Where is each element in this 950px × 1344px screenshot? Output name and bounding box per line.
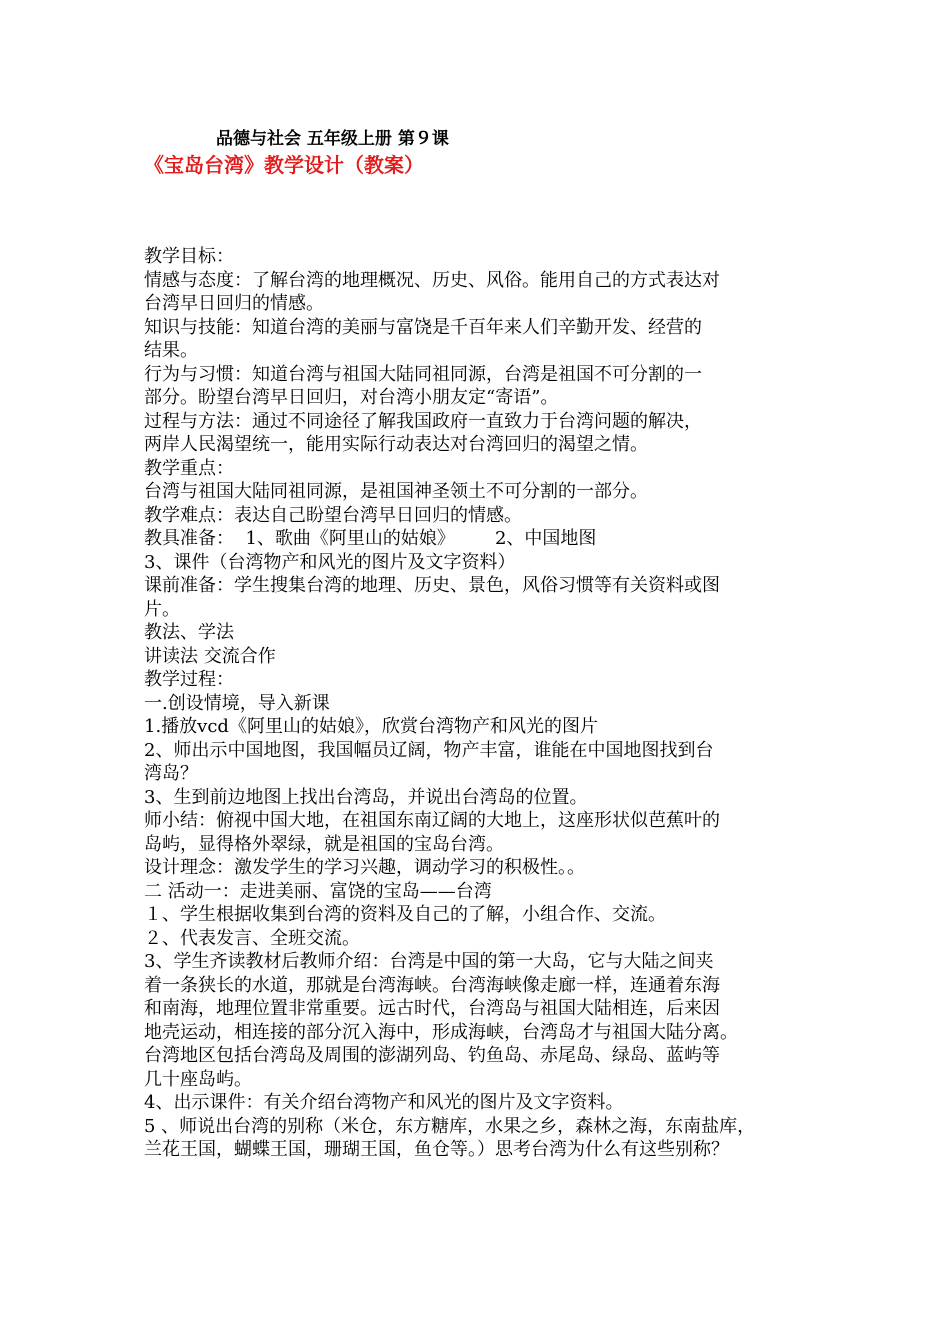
body-line: 片。: [144, 598, 180, 620]
body-line: 台湾地区包括台湾岛及周围的澎湖列岛、钓鱼岛、赤尾岛、绿岛、蓝屿等: [144, 1045, 720, 1066]
body-line: 教学重点：: [144, 457, 234, 479]
body-line: 台湾早日回归的情感。: [144, 293, 324, 314]
document-body: [144, 245, 834, 1162]
body-line: 讲读法 交流合作: [144, 645, 276, 667]
body-line: 2、师出示中国地图，我国幅员辽阔，物产丰富，谁能在中国地图找到台: [144, 739, 714, 761]
body-line: 教法、学法: [144, 622, 234, 643]
body-line: 3、学生齐读教材后教师介绍：台湾是中国的第一大岛，它与大陆之间夹: [144, 951, 714, 972]
body-line: 二 活动一：走进美丽、富饶的宝岛——台湾: [144, 880, 492, 902]
body-line: １、学生根据收集到台湾的资料及自己的了解，小组合作、交流。: [144, 904, 666, 925]
body-line: 教学目标：: [144, 246, 234, 267]
body-line: ２、代表发言、全班交流。: [144, 927, 360, 949]
body-line: 设计理念：激发学生的学习兴趣，调动学习的积极性。。: [144, 857, 585, 878]
body-line: 课前准备：学生搜集台湾的地理、历史、景色，风俗习惯等有关资料或图: [144, 575, 720, 596]
body-line: 行为与习惯：知道台湾与祖国大陆同祖同源，台湾是祖国不可分割的一: [144, 363, 702, 385]
body-line: 教具准备： 1、歌曲《阿里山的姑娘》 2、中国地图: [144, 528, 597, 549]
body-line: 兰花王国，蝴蝶王国，珊瑚王国，鱼仓等。）思考台湾为什么有这些别称？: [144, 1139, 729, 1160]
body-line: 地壳运动，相连接的部分沉入海中，形成海峡，台湾岛才与祖国大陆分离。: [144, 1021, 738, 1043]
document-subtitle: 品德与社会 五年级上册 第９课: [216, 129, 449, 149]
body-line: 台湾与祖国大陆同祖同源，是祖国神圣领土不可分割的一部分。: [144, 481, 648, 502]
body-line: 部分。盼望台湾早日回归，对台湾小朋友定“寄语”。: [144, 387, 559, 408]
body-line: 教学过程：: [144, 669, 234, 690]
body-line: 着一条狭长的水道，那就是台湾海峡。台湾海峡像走廊一样，连通着东海: [144, 974, 720, 996]
document-title: 《宝岛台湾》教学设计（教案）: [144, 153, 424, 177]
body-line: 5 、师说出台湾的别称（米仓，东方糖库，水果之乡，森林之海，东南盐库，: [144, 1115, 756, 1137]
body-line: 知识与技能：知道台湾的美丽与富饶是千百年来人们辛勤开发、经营的: [144, 316, 702, 338]
body-line: 1.播放vcd《阿里山的姑娘》，欣赏台湾物产和风光的图片: [144, 716, 598, 737]
body-line: 岛屿，显得格外翠绿，就是祖国的宝岛台湾。: [144, 833, 504, 855]
body-line: 3、课件（台湾物产和风光的图片及文字资料）: [144, 551, 516, 573]
body-line: 一.创设情境，导入新课: [144, 692, 330, 714]
body-line: 4、出示课件：有关介绍台湾物产和风光的图片及文字资料。: [144, 1092, 624, 1113]
body-line: 几十座岛屿。: [144, 1068, 252, 1090]
body-line: 教学难点：表达自己盼望台湾早日回归的情感。: [144, 504, 522, 526]
body-line: 3、生到前边地图上找出台湾岛，并说出台湾岛的位置。: [144, 786, 588, 808]
body-line: 和南海，地理位置非常重要。远古时代，台湾岛与祖国大陆相连，后来因: [144, 998, 720, 1019]
body-line: 结果。: [144, 340, 198, 361]
body-line: 两岸人民渴望统一，能用实际行动表达对台湾回归的渴望之情。: [144, 434, 648, 455]
body-line: 湾岛？: [144, 763, 198, 784]
body-line: 情感与态度：了解台湾的地理概况、历史、风俗。能用自己的方式表达对: [144, 269, 720, 291]
body-line: 师小结：俯视中国大地，在祖国东南辽阔的大地上，这座形状似芭蕉叶的: [144, 810, 720, 831]
body-line: 过程与方法：通过不同途径了解我国政府一直致力于台湾问题的解决，: [144, 410, 702, 432]
